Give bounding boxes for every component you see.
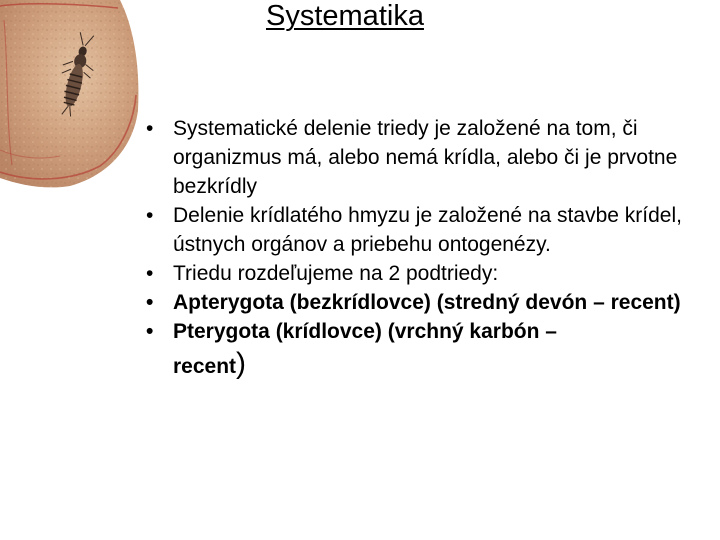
list-item: [146, 201, 694, 259]
bullet-dot: •: [146, 262, 154, 285]
bullet-text: Systematické delenie triedy je založené na tom, či organizmus má, alebo nemá krídla, alebo či je prvotne bezkrídly: [173, 117, 678, 198]
bullet-text: Triedu rozdeľujeme na 2 podtriedy:: [173, 262, 499, 285]
bullet-text-line2: recent: [173, 355, 237, 378]
fossil-image: [0, 0, 140, 190]
bullet-text: Delenie krídlatého hmyzu je založené na stavbe krídel, ústnych orgánov a priebehu ontogenézy.: [173, 204, 682, 256]
bullet-dot: •: [146, 117, 154, 140]
bullet-list: [146, 114, 694, 381]
bullet-text: Apterygota (bezkrídlovce) (stredný devón – recent): [173, 291, 681, 314]
bullet-dot: •: [146, 204, 154, 227]
closing-parenthesis: ): [236, 347, 247, 380]
bullet-text-line1: Pterygota (krídlovce) (vrchný karbón –: [173, 320, 557, 343]
list-item: [146, 317, 694, 381]
bullet-dot: •: [146, 291, 154, 314]
list-item: [146, 259, 694, 288]
list-item: [146, 114, 694, 201]
bullet-dot: •: [146, 320, 154, 343]
list-item: [146, 288, 694, 317]
slide-title: Systematika: [266, 0, 424, 32]
